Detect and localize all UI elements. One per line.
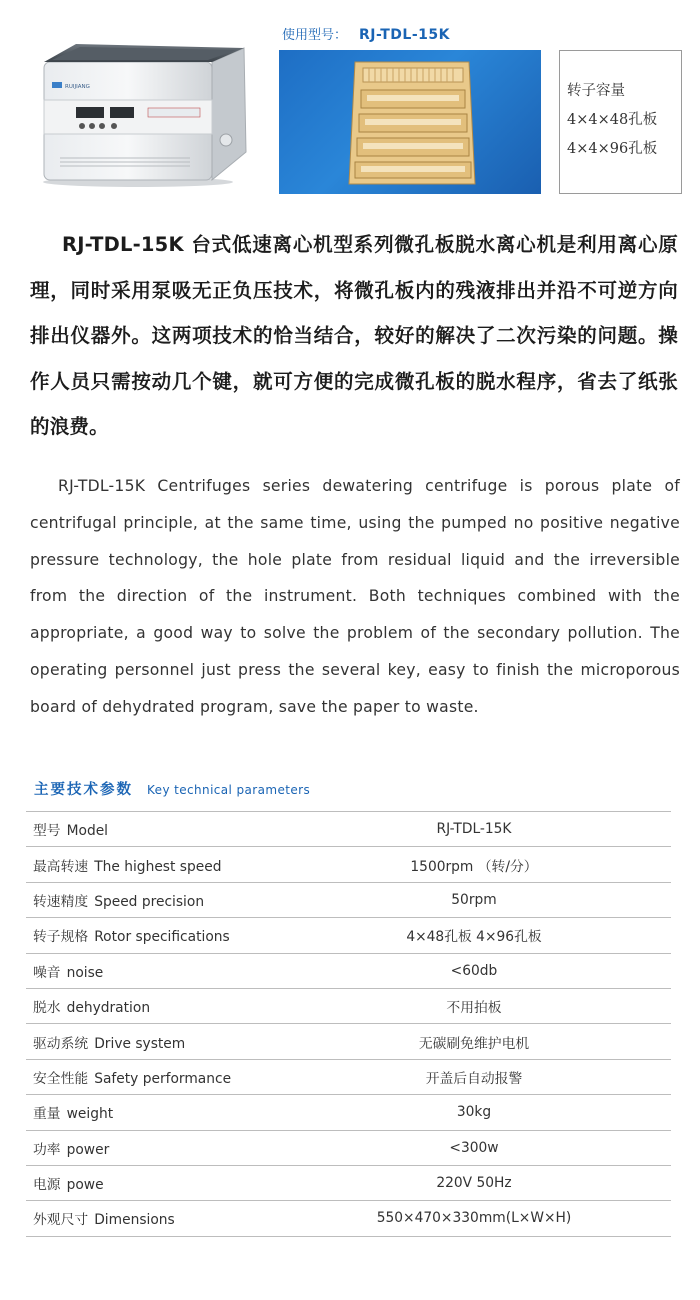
model-code: RJ-TDL-15K	[359, 27, 450, 43]
param-label: 转速精度 Speed precision	[26, 882, 333, 917]
param-label: 驱动系统 Drive system	[26, 1024, 333, 1059]
microplate-rotor-image	[279, 50, 541, 194]
table-row	[26, 1059, 671, 1094]
params-title-cn: 主要技术参数	[34, 782, 133, 798]
param-label: 安全性能 Safety performance	[26, 1059, 333, 1094]
param-label: 脱水 dehydration	[26, 988, 333, 1023]
brand-logo: RUIJIANG	[65, 84, 90, 90]
rotor-capacity-box	[559, 50, 682, 194]
param-label: 功率 power	[26, 1130, 333, 1165]
table-row	[26, 1165, 671, 1200]
capacity-line-2: 4×4×96孔板	[567, 141, 658, 157]
centrifuge-machine-image	[30, 40, 260, 190]
table-row	[26, 882, 671, 917]
param-value: 4×48孔板 4×96孔板	[333, 918, 671, 953]
model-label	[282, 24, 450, 43]
table-row	[26, 988, 671, 1023]
param-value: 550×470×330mm(L×W×H)	[333, 1201, 671, 1236]
param-value: 开盖后自动报警	[333, 1059, 671, 1094]
intro-english: RJ-TDL-15K Centrifuges series dewatering centrifuge is porous plate of centrifugal principle, at the same time, using the pumped no positive negative pressure technology, the hole plate from residual liquid and the irreversible from the direction of the instrument. Both techniques combined with the appropriate, a good way to solve the problem of the secondary pollution. The operating personnel just press the several key, easy to finish the microporous board of dehydrated program, save the paper to waste.	[30, 477, 680, 716]
param-value: 不用拍板	[333, 988, 671, 1023]
table-row	[26, 847, 671, 882]
intro-chinese: RJ-TDL-15K 台式低速离心机型系列微孔板脱水离心机是利用离心原理，同时采用泵吸无正负压技术，将微孔板内的残液排出并沿不可逆方向排出仪器外。这两项技术的恰当结合，较好的解决了二次污染的问题。操作人员只需按动几个键，就可方便的完成微孔板的脱水程序，省去了纸张的浪费。	[30, 233, 678, 438]
param-value: 1500rpm （转/分）	[333, 847, 671, 882]
table-row	[26, 1201, 671, 1236]
table-row	[26, 918, 671, 953]
params-section-title	[34, 778, 310, 799]
param-value: 50rpm	[333, 882, 671, 917]
rotor-photo	[279, 50, 541, 194]
table-row	[26, 953, 671, 988]
param-label: 最高转速 The highest speed	[26, 847, 333, 882]
param-value: RJ-TDL-15K	[333, 812, 671, 847]
table-row	[26, 1130, 671, 1165]
params-table	[26, 811, 671, 1237]
capacity-line-1: 4×4×48孔板	[567, 112, 658, 128]
param-value: <300w	[333, 1130, 671, 1165]
param-value: 无碳刷免维护电机	[333, 1024, 671, 1059]
param-label: 外观尺寸 Dimensions	[26, 1201, 333, 1236]
table-row	[26, 1024, 671, 1059]
param-value: <60db	[333, 953, 671, 988]
param-label: 转子规格 Rotor specifications	[26, 918, 333, 953]
param-value: 220V 50Hz	[333, 1165, 671, 1200]
param-label: 噪音 noise	[26, 953, 333, 988]
capacity-title: 转子容量	[567, 83, 625, 99]
table-row	[26, 1095, 671, 1130]
params-title-en: Key technical parameters	[147, 783, 311, 797]
table-row	[26, 812, 671, 847]
model-prefix: 使用型号：	[282, 28, 348, 43]
param-label: 电源 powe	[26, 1165, 333, 1200]
param-value: 30kg	[333, 1095, 671, 1130]
param-label: 型号 Model	[26, 812, 333, 847]
param-label: 重量 weight	[26, 1095, 333, 1130]
